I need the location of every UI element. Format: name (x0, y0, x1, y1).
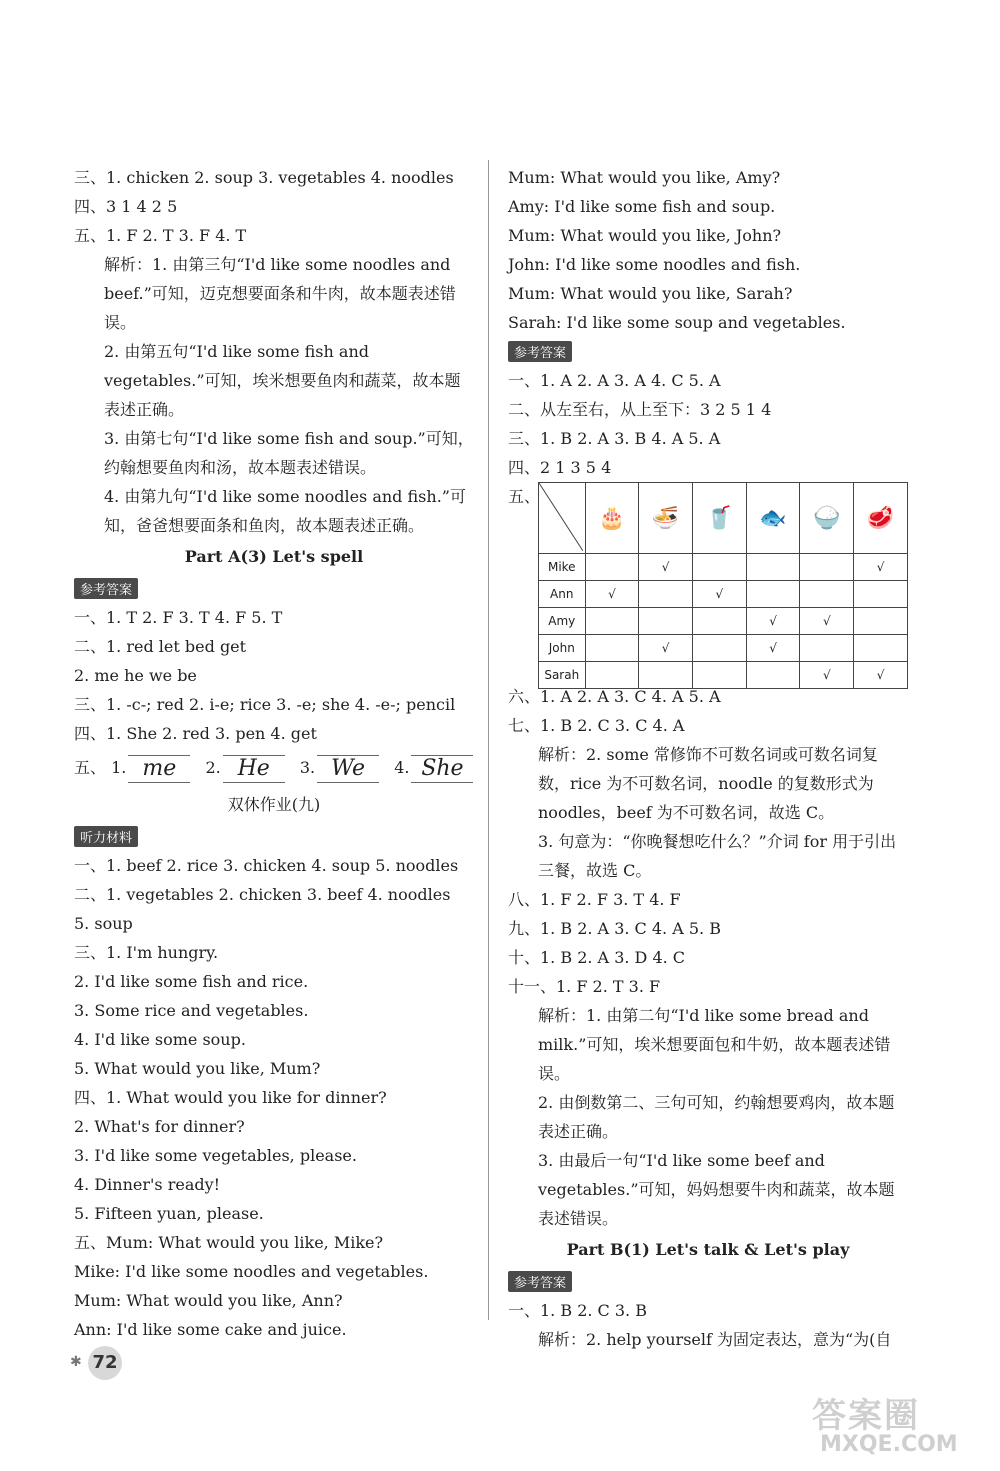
handwriting-row (74, 748, 474, 788)
table-cell (854, 581, 908, 608)
table-cell (746, 662, 800, 689)
analysis-paragraph: 3. 由最后一句“I'd like some beef and vegetables.”可知，妈妈想要牛肉和蔬菜，故本题表述错误。 (538, 1151, 895, 1228)
table-row (539, 662, 908, 689)
table-cell (746, 581, 800, 608)
listening-line: 5. Fifteen yuan, please. (74, 1204, 264, 1223)
food-picture: 🥤 (693, 483, 747, 554)
food-picture: 🎂 (585, 483, 639, 554)
page-number: 72 (88, 1346, 122, 1380)
food-picture: 🍜 (639, 483, 693, 554)
food-picture: 🐟 (746, 483, 800, 554)
table-cell: √ (746, 608, 800, 635)
table-cell: √ (800, 608, 854, 635)
table-cell (800, 554, 854, 581)
table-cell (693, 635, 747, 662)
listening-line: 二、1. vegetables 2. chicken 3. beef 4. noodles (74, 885, 451, 904)
answer-line: 七、1. B 2. C 3. C 4. A (508, 716, 685, 735)
answer-line: 2. me he we be (74, 666, 197, 685)
listening-line: Mike: I'd like some noodles and vegetables. (74, 1262, 429, 1281)
table-row (539, 554, 908, 581)
table-row (539, 608, 908, 635)
answer-line: 九、1. B 2. A 3. C 4. A 5. B (508, 919, 721, 938)
food-table (538, 482, 908, 689)
table-row (539, 581, 908, 608)
answer-line: 一、1. B 2. C 3. B (508, 1301, 647, 1320)
row-name: Amy (539, 608, 586, 635)
listening-line: Ann: I'd like some cake and juice. (74, 1320, 347, 1339)
listening-line: 一、1. beef 2. rice 3. chicken 4. soup 5. noodles (74, 856, 459, 875)
table-cell (585, 608, 639, 635)
listening-line: 4. I'd like some soup. (74, 1030, 246, 1049)
analysis-paragraph: 解析：2. help yourself 为固定表达，意为“为(自 (538, 1330, 892, 1349)
table-cell: √ (854, 554, 908, 581)
handwriting-num: 3. (299, 758, 316, 777)
right-column (508, 163, 908, 1354)
diagonal-line (539, 483, 583, 551)
answer-line: 三、1. B 2. A 3. B 4. A 5. A (508, 429, 721, 448)
handwriting-word: She (411, 755, 473, 783)
answer-line: 八、1. F 2. F 3. T 4. F (508, 890, 681, 909)
analysis-paragraph: 2. 由第五句“I'd like some fish and vegetables.”可知，埃米想要鱼肉和蔬菜，故本题表述正确。 (104, 342, 461, 419)
table-cell (800, 581, 854, 608)
table-cell (854, 608, 908, 635)
food-picture: 🥩 (854, 483, 908, 554)
table-cell (693, 662, 747, 689)
table-cell: √ (854, 662, 908, 689)
answer-line: 四、3 1 4 2 5 (74, 197, 178, 216)
dialog-line: Mum: What would you like, John? (508, 226, 782, 245)
table-cell (639, 581, 693, 608)
table-corner-cell (539, 483, 586, 554)
answer-line: 十、1. B 2. A 3. D 4. C (508, 948, 686, 967)
table-cell (585, 554, 639, 581)
table-cell: √ (693, 581, 747, 608)
row-name: Sarah (539, 662, 586, 689)
table-cell: √ (585, 581, 639, 608)
listening-line: 五、Mum: What would you like, Mike? (74, 1233, 384, 1252)
star-icon: ✱ (70, 1354, 82, 1370)
table-row (539, 635, 908, 662)
food-picture: 🍚 (800, 483, 854, 554)
answer-line: 二、1. red let bed get (74, 637, 247, 656)
dialog-line: John: I'd like some noodles and fish. (508, 255, 801, 274)
watermark-url: MXQE.COM (820, 1432, 958, 1457)
left-column (74, 163, 474, 1344)
handwriting-num: 4. (394, 758, 410, 777)
table-cell: √ (746, 635, 800, 662)
table-cell: √ (639, 635, 693, 662)
answer-line: 四、1. She 2. red 3. pen 4. get (74, 724, 317, 743)
table-cell (746, 554, 800, 581)
analysis-paragraph: 3. 句意为：“你晚餐想吃什么？”介词 for 用于引出三餐，故选 C。 (538, 832, 897, 880)
section-heading: 双休作业(九) (227, 795, 321, 814)
handwriting-num: 2. (205, 758, 221, 777)
row-name: Ann (539, 581, 586, 608)
table-cell: √ (800, 662, 854, 689)
answer-line: 一、1. A 2. A 3. A 4. C 5. A (508, 371, 721, 390)
listening-line: 2. I'd like some fish and rice. (74, 972, 309, 991)
listening-line: 4. Dinner's ready! (74, 1175, 221, 1194)
dialog-line: Mum: What would you like, Sarah? (508, 284, 793, 303)
food-table-block (508, 482, 908, 682)
answer-line: 十一、1. F 2. T 3. F (508, 977, 661, 996)
analysis-paragraph: 3. 由第七句“I'd like some fish and soup.”可知，约翰想要鱼肉和汤，故本题表述错误。 (104, 429, 474, 477)
row-name: Mike (539, 554, 586, 581)
table-cell (585, 662, 639, 689)
row-name: John (539, 635, 586, 662)
listening-line: 3. I'd like some vegetables, please. (74, 1146, 357, 1165)
table-label: 五、 (508, 487, 541, 506)
analysis-paragraph: 解析：1. 由第二句“I'd like some bread and milk.”可知，埃米想要面包和牛奶，故本题表述错误。 (538, 1006, 891, 1083)
table-cell (800, 635, 854, 662)
answers-tag: 参考答案 (508, 1271, 572, 1292)
table-cell (693, 608, 747, 635)
table-cell (639, 662, 693, 689)
answer-line: 二、从左至右，从上至下：3 2 5 1 4 (508, 400, 772, 419)
answer-line: 五、1. F 2. T 3. F 4. T (74, 226, 247, 245)
answers-tag: 参考答案 (74, 578, 138, 599)
answer-line: 三、1. -c-; red 2. i-e; rice 3. -e; she 4. -e-; pencil (74, 695, 456, 714)
listening-line: Mum: What would you like, Ann? (74, 1291, 343, 1310)
table-cell (639, 608, 693, 635)
section-heading: Part B(1) Let's talk & Let's play (566, 1240, 850, 1259)
column-divider (488, 160, 489, 1320)
listening-tag: 听力材料 (74, 826, 138, 847)
handwriting-word: He (223, 755, 285, 783)
table-cell (854, 635, 908, 662)
handwriting-prefix: 五、 (74, 758, 107, 777)
listening-line: 5. What would you like, Mum? (74, 1059, 321, 1078)
listening-line: 5. soup (74, 914, 133, 933)
answers-tag: 参考答案 (508, 341, 572, 362)
table-cell (693, 554, 747, 581)
answer-line: 三、1. chicken 2. soup 3. vegetables 4. noodles (74, 168, 454, 187)
listening-line: 2. What's for dinner? (74, 1117, 245, 1136)
listening-line: 3. Some rice and vegetables. (74, 1001, 309, 1020)
section-heading: Part A(3) Let's spell (184, 547, 364, 566)
dialog-line: Sarah: I'd like some soup and vegetables. (508, 313, 846, 332)
answer-line: 四、2 1 3 5 4 (508, 458, 612, 477)
listening-line: 四、1. What would you like for dinner? (74, 1088, 387, 1107)
analysis-paragraph: 4. 由第九句“I'd like some noodles and fish.”可知，爸爸想要面条和鱼肉，故本题表述正确。 (104, 487, 466, 535)
handwriting-num: 1. (111, 758, 127, 777)
watermark-logo: 答案圈 (812, 1396, 920, 1436)
dialog-line: Amy: I'd like some fish and soup. (508, 197, 776, 216)
table-cell (585, 635, 639, 662)
answer-line: 六、1. A 2. A 3. C 4. A 5. A (508, 687, 721, 706)
analysis-paragraph: 2. 由倒数第二、三句可知，约翰想要鸡肉，故本题表述正确。 (538, 1093, 895, 1141)
table-cell: √ (639, 554, 693, 581)
analysis-paragraph: 解析：1. 由第三句“I'd like some noodles and beef.”可知，迈克想要面条和牛肉，故本题表述错误。 (104, 255, 456, 332)
dialog-line: Mum: What would you like, Amy? (508, 168, 781, 187)
analysis-paragraph: 解析：2. some 常修饰不可数名词或可数名词复数，rice 为不可数名词，noodle 的复数形式为 noodles，beef 为不可数名词，故选 C。 (538, 745, 878, 822)
answer-line: 一、1. T 2. F 3. T 4. F 5. T (74, 608, 283, 627)
handwriting-word: We (317, 755, 379, 783)
handwriting-word: me (128, 755, 190, 783)
listening-line: 三、1. I'm hungry. (74, 943, 219, 962)
